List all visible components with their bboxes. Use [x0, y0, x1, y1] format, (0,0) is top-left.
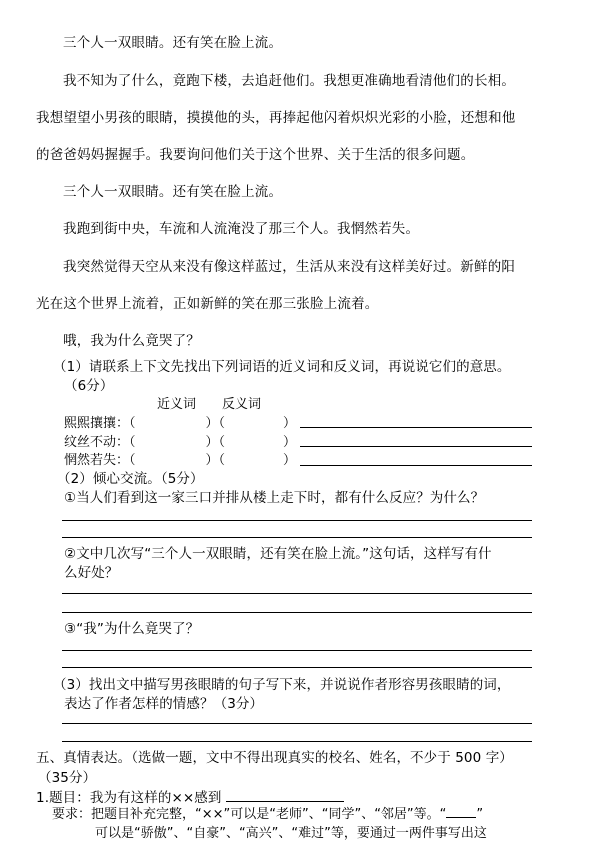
section-5-title: 五、真情表达。（选做一题，文中不得出现真实的校名、姓名，不少于 500 字）: [36, 750, 513, 766]
answer-line[interactable]: [300, 427, 532, 428]
vocab-end: ）: [283, 453, 297, 468]
requirement-blank: [446, 817, 476, 818]
passage-paragraph-2-line-2: 我想望望小男孩的眼睛，摸摸他的头，再捧起他闪着炽炽光彩的小脸，还想和他: [36, 110, 516, 126]
question-3-line-2: 表达了作者怎样的情感？（3分）: [64, 696, 264, 712]
topic-blank[interactable]: [226, 801, 344, 802]
answer-line[interactable]: [62, 667, 532, 668]
section-5-score: （35分）: [38, 770, 97, 786]
antonym-header: 反义词: [222, 397, 262, 412]
question-1-score: （6分）: [64, 378, 114, 394]
requirement-text: 要求：把题目补充完整，“××”可以是“老师”、“同学”、“邻居”等。“: [52, 807, 447, 822]
vocab-row: [64, 449, 296, 468]
passage-paragraph-5-line-2: 光在这个世界上流着，正如新鲜的笑在那三张脸上流着。: [36, 296, 379, 312]
passage-paragraph-4: 我跑到街中央，车流和人流淹没了那三个人。我惘然若失。: [63, 221, 420, 237]
synonym-header: 近义词: [157, 397, 197, 412]
passage-paragraph-5-line-1: 我突然觉得天空从来没有像这样蓝过，生活从来没有这样美好过。新鲜的阳: [63, 259, 516, 275]
vocab-word: 纹丝不动：（: [64, 435, 136, 450]
question-2-1: ①当人们看到这一家三口并排从楼上走下时，都有什么反应？为什么？: [64, 490, 485, 506]
vocab-row: [64, 412, 296, 431]
vocab-word: 惘然若失：（: [64, 453, 136, 468]
vocab-end: ）: [283, 416, 297, 431]
vocab-mid: ）（: [205, 416, 226, 431]
essay-requirement-line-1: [52, 803, 483, 822]
passage-paragraph-2-line-3: 的爸爸妈妈握握手。我要询问他们关于这个世界、关于生活的很多问题。: [36, 147, 475, 163]
question-1-prompt: （1）请联系上下文先找出下列词语的近义词和反义词，再说说它们的意思。: [53, 359, 511, 375]
essay-requirement-line-2: 可以是“骄傲”、“自豪”、“高兴”、“难过”等，要通过一两件事写出这: [95, 826, 487, 841]
vocab-mid: ）（: [205, 435, 226, 450]
question-3-line-1: （3）找出文中描写男孩眼睛的句子写下来，并说说作者形容男孩眼睛的词，: [53, 677, 511, 693]
passage-paragraph-6: 哦，我为什么竟哭了？: [63, 333, 200, 349]
answer-line[interactable]: [62, 741, 532, 742]
vocab-end: ）: [283, 435, 297, 450]
question-2-2-line-2: 么好处？: [64, 565, 119, 581]
passage-paragraph-2-line-1: 我不知为了什么，竟跑下楼，去追赶他们。我想更准确地看清他们的长相。: [63, 73, 516, 89]
vocab-row: [64, 431, 296, 450]
question-2-2-line-1: ②文中几次写“三个人一双眼睛，还有笑在脸上流。”这句话，这样写有什: [64, 546, 492, 562]
answer-line[interactable]: [62, 537, 532, 538]
question-2-3: ③“我”为什么竟哭了？: [64, 621, 200, 637]
answer-line[interactable]: [62, 593, 532, 594]
vocab-word: 熙熙攘攘：（: [64, 416, 136, 431]
answer-line[interactable]: [62, 650, 532, 651]
question-2-prompt: （2）倾心交流。（5分）: [57, 471, 204, 487]
answer-line[interactable]: [300, 446, 532, 447]
requirement-quote: ”: [476, 807, 484, 822]
answer-line[interactable]: [62, 612, 532, 613]
vocab-mid: ）（: [205, 453, 226, 468]
answer-line[interactable]: [62, 723, 532, 724]
answer-line[interactable]: [62, 520, 532, 521]
passage-paragraph-3: 三个人一双眼睛。还有笑在脸上流。: [63, 184, 283, 200]
passage-paragraph-1: 三个人一双眼睛。还有笑在脸上流。: [63, 35, 283, 51]
answer-line[interactable]: [300, 465, 532, 466]
essay-topic-text: 1.题目：我为有这样的××感到: [36, 790, 222, 806]
